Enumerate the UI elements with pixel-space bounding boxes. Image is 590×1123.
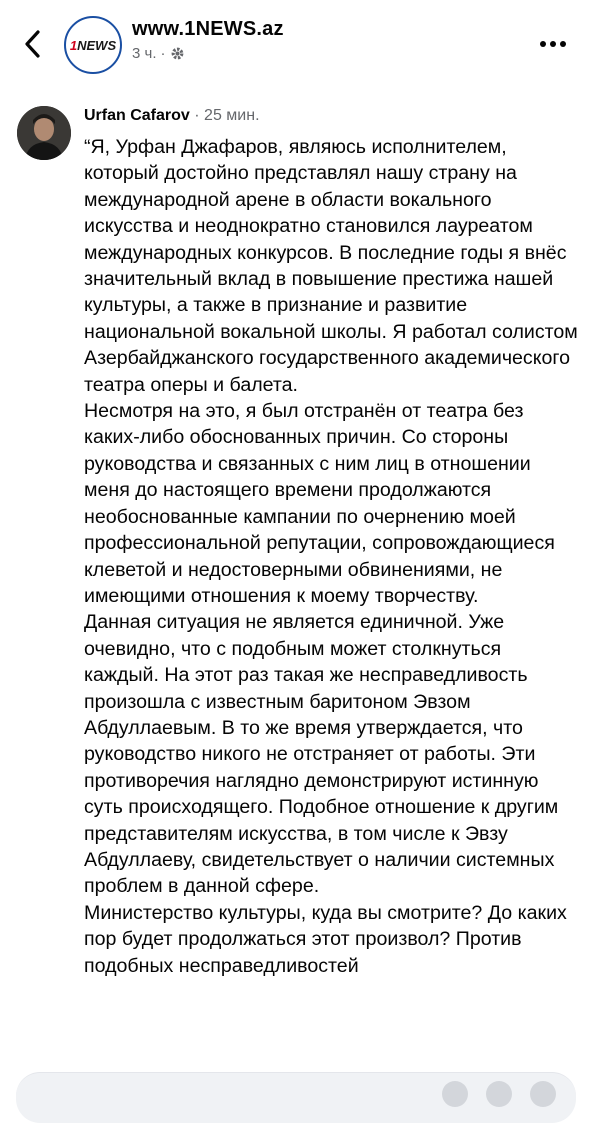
more-dots-icon xyxy=(536,30,570,58)
page-avatar[interactable] xyxy=(64,16,122,74)
comment-time: 25 мин. xyxy=(204,107,260,124)
post-time: 3 ч. xyxy=(132,45,157,62)
composer-icons xyxy=(442,1081,556,1107)
more-options-button[interactable] xyxy=(536,30,570,58)
page-name[interactable]: www.1NEWS.az xyxy=(132,18,284,40)
gear-icon xyxy=(170,46,185,61)
comment-paragraph: “Я, Урфан Джафаров, являюсь исполнителем, который достойно представлял нашу страну на международной арене в области вокального искусства и неоднократно становился лауреатом международных конкурсов. В последние годы я внёс значительный вклад в повышение престижа нашей культуры, а также в признание и развитие национальной вокальной школы. Я работал солистом Азербайджанского государственного академического театра оперы и балета. xyxy=(84,136,578,396)
profile-photo xyxy=(17,106,71,160)
commenter-avatar[interactable] xyxy=(17,106,71,160)
comment-meta xyxy=(84,107,260,125)
meta-separator: · xyxy=(160,45,166,62)
post-header xyxy=(0,0,590,92)
comment-separator: · xyxy=(194,107,200,124)
svg-text:1NEWS: 1NEWS xyxy=(69,38,117,53)
comment-paragraph: Министерство культуры, куда вы смотрите? До каких пор будет продолжаться этот произвол? Против подобных несправедливостей xyxy=(84,901,567,977)
content-fade xyxy=(0,1060,590,1072)
back-button[interactable] xyxy=(18,24,50,64)
1news-logo xyxy=(66,18,120,72)
comment-author[interactable]: Urfan Cafarov xyxy=(84,107,190,124)
gif-icon[interactable] xyxy=(486,1081,512,1107)
comment-paragraph: Несмотря на это, я был отстранён от театра без каких-либо обоснованных причин. Со стороны руководства и связанных с ним лиц в отношении меня до настоящего времени продолжаются необоснованные кампании по очернению моей профессиональной репутации, сопровождающиеся клеветой и недостоверными обвинениями, не имеющими отношения к моему творчеству. xyxy=(84,400,555,607)
comment-text xyxy=(84,134,580,979)
post-meta xyxy=(132,45,185,62)
comment-composer-bar[interactable] xyxy=(16,1072,576,1123)
emoji-icon[interactable] xyxy=(530,1081,556,1107)
camera-icon[interactable] xyxy=(442,1081,468,1107)
chevron-left-icon xyxy=(18,24,50,64)
comment-paragraph: Данная ситуация не является единичной. Уже очевидно, что с подобным может столкнуться каждый. На этот раз такая же несправедливость произошла с известным баритоном Эвзом Абдуллаевым. В то же время утверждается, что руководство никого не отстраняет от работы. Эти противоречия наглядно демонстрируют истинную суть происходящего. Подобное отношение к другим представителям искусства, в том числе к Эвзу Абдуллаеву, свидетельствует о наличии системных проблем в данной сфере. xyxy=(84,611,559,898)
